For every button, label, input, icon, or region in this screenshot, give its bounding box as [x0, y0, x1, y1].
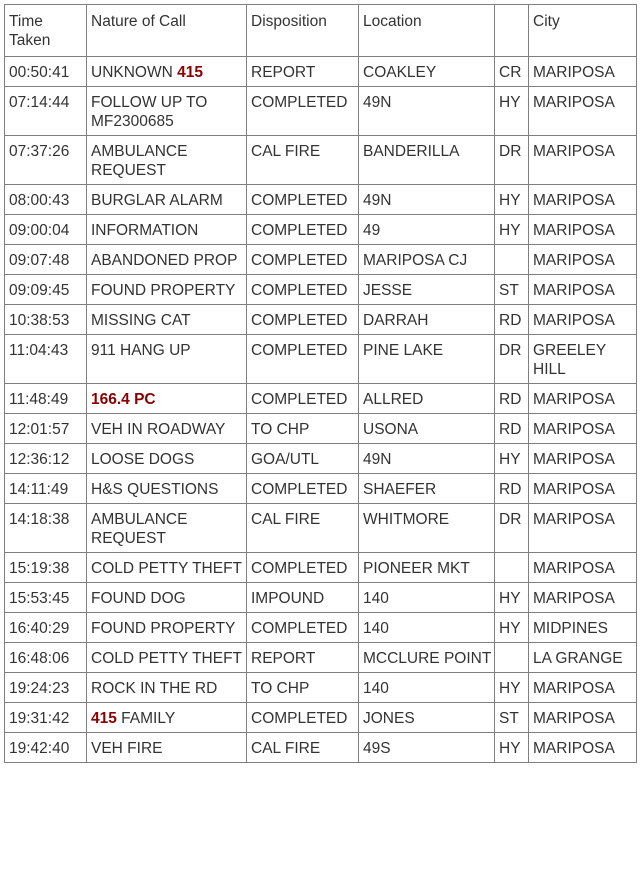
location-cell: PIONEER MKT: [359, 553, 495, 583]
location-cell: PINE LAKE: [359, 335, 495, 384]
street-suffix-cell: HY: [495, 733, 529, 763]
street-suffix-cell: RD: [495, 474, 529, 504]
nature-cell: [87, 444, 247, 474]
disposition-cell: COMPLETED: [247, 275, 359, 305]
disposition-cell: COMPLETED: [247, 185, 359, 215]
city-cell: MARIPOSA: [529, 673, 637, 703]
column-header-time: Time Taken: [5, 5, 87, 57]
nature-text: AMBULANCE REQUEST: [91, 143, 188, 179]
nature-cell: [87, 643, 247, 673]
street-suffix-cell: DR: [495, 335, 529, 384]
table-row: [5, 57, 637, 87]
city-cell: MARIPOSA: [529, 245, 637, 275]
table-row: [5, 643, 637, 673]
disposition-cell: TO CHP: [247, 673, 359, 703]
street-suffix-cell: CR: [495, 57, 529, 87]
city-cell: MARIPOSA: [529, 136, 637, 185]
table-row: [5, 215, 637, 245]
disposition-cell: IMPOUND: [247, 583, 359, 613]
location-cell: 140: [359, 613, 495, 643]
nature-text-suffix: FAMILY: [116, 710, 176, 727]
nature-cell: [87, 245, 247, 275]
table-row: [5, 733, 637, 763]
time-cell: 11:04:43: [5, 335, 87, 384]
table-row: [5, 245, 637, 275]
street-suffix-cell: [495, 553, 529, 583]
disposition-cell: GOA/UTL: [247, 444, 359, 474]
nature-cell: [87, 414, 247, 444]
table-row: [5, 703, 637, 733]
time-cell: 19:42:40: [5, 733, 87, 763]
location-cell: 49N: [359, 444, 495, 474]
disposition-cell: COMPLETED: [247, 305, 359, 335]
disposition-cell: COMPLETED: [247, 703, 359, 733]
street-suffix-cell: RD: [495, 414, 529, 444]
nature-text: AMBULANCE REQUEST: [91, 511, 188, 547]
time-cell: 10:38:53: [5, 305, 87, 335]
disposition-cell: COMPLETED: [247, 553, 359, 583]
nature-cell: [87, 215, 247, 245]
street-suffix-cell: ST: [495, 703, 529, 733]
nature-text: UNKNOWN: [91, 64, 178, 81]
column-header-location: Location: [359, 5, 495, 57]
city-cell: MARIPOSA: [529, 583, 637, 613]
nature-cell: [87, 673, 247, 703]
time-cell: 12:36:12: [5, 444, 87, 474]
table-row: [5, 474, 637, 504]
location-cell: MARIPOSA CJ: [359, 245, 495, 275]
nature-cell: [87, 87, 247, 136]
table-row: [5, 136, 637, 185]
column-header-suffix: [495, 5, 529, 57]
location-cell: 49N: [359, 87, 495, 136]
city-cell: MARIPOSA: [529, 384, 637, 414]
time-cell: 12:01:57: [5, 414, 87, 444]
street-suffix-cell: HY: [495, 673, 529, 703]
location-cell: USONA: [359, 414, 495, 444]
nature-cell: [87, 553, 247, 583]
time-cell: 14:11:49: [5, 474, 87, 504]
disposition-cell: COMPLETED: [247, 613, 359, 643]
disposition-cell: COMPLETED: [247, 245, 359, 275]
disposition-cell: COMPLETED: [247, 474, 359, 504]
table-row: [5, 504, 637, 553]
city-cell: GREELEY HILL: [529, 335, 637, 384]
city-cell: MARIPOSA: [529, 305, 637, 335]
table-row: [5, 553, 637, 583]
nature-cell: [87, 583, 247, 613]
street-suffix-cell: HY: [495, 613, 529, 643]
disposition-cell: CAL FIRE: [247, 136, 359, 185]
time-cell: 07:14:44: [5, 87, 87, 136]
location-cell: 49: [359, 215, 495, 245]
city-cell: MARIPOSA: [529, 733, 637, 763]
nature-text: COLD PETTY THEFT: [91, 650, 243, 667]
disposition-cell: TO CHP: [247, 414, 359, 444]
nature-code-highlight: 415: [177, 64, 203, 81]
nature-cell: [87, 305, 247, 335]
time-cell: 16:40:29: [5, 613, 87, 643]
nature-text: COLD PETTY THEFT: [91, 560, 243, 577]
nature-text: H&S QUESTIONS: [91, 481, 219, 498]
nature-text: MISSING CAT: [91, 312, 191, 329]
nature-text: 911 HANG UP: [91, 342, 191, 359]
time-cell: 07:37:26: [5, 136, 87, 185]
location-cell: 140: [359, 673, 495, 703]
table-row: [5, 87, 637, 136]
nature-cell: [87, 384, 247, 414]
table-row: [5, 335, 637, 384]
column-header-nature: Nature of Call: [87, 5, 247, 57]
city-cell: MARIPOSA: [529, 87, 637, 136]
call-log-table: [4, 4, 637, 763]
table-row: [5, 275, 637, 305]
time-cell: 15:53:45: [5, 583, 87, 613]
disposition-cell: CAL FIRE: [247, 504, 359, 553]
location-cell: JONES: [359, 703, 495, 733]
time-cell: 14:18:38: [5, 504, 87, 553]
disposition-cell: COMPLETED: [247, 384, 359, 414]
street-suffix-cell: RD: [495, 305, 529, 335]
time-cell: 11:48:49: [5, 384, 87, 414]
column-header-city: City: [529, 5, 637, 57]
disposition-cell: REPORT: [247, 643, 359, 673]
nature-code-highlight: 415: [91, 710, 117, 727]
nature-text: INFORMATION: [91, 222, 199, 239]
street-suffix-cell: HY: [495, 185, 529, 215]
city-cell: MARIPOSA: [529, 185, 637, 215]
street-suffix-cell: RD: [495, 384, 529, 414]
city-cell: MARIPOSA: [529, 275, 637, 305]
disposition-cell: REPORT: [247, 57, 359, 87]
table-row: [5, 613, 637, 643]
nature-text: FOUND DOG: [91, 590, 186, 607]
header-row: [5, 5, 637, 57]
nature-text: FOUND PROPERTY: [91, 282, 236, 299]
nature-text: ABANDONED PROP: [91, 252, 238, 269]
time-cell: 09:09:45: [5, 275, 87, 305]
nature-cell: [87, 733, 247, 763]
location-cell: BANDERILLA: [359, 136, 495, 185]
table-row: [5, 384, 637, 414]
time-cell: 19:24:23: [5, 673, 87, 703]
location-cell: SHAEFER: [359, 474, 495, 504]
time-cell: 00:50:41: [5, 57, 87, 87]
time-cell: 08:00:43: [5, 185, 87, 215]
location-cell: JESSE: [359, 275, 495, 305]
nature-cell: [87, 474, 247, 504]
location-cell: ALLRED: [359, 384, 495, 414]
city-cell: MARIPOSA: [529, 703, 637, 733]
nature-code-highlight: 166.4 PC: [91, 391, 156, 408]
disposition-cell: CAL FIRE: [247, 733, 359, 763]
table-row: [5, 583, 637, 613]
nature-cell: [87, 136, 247, 185]
nature-text: VEH FIRE: [91, 740, 163, 757]
disposition-cell: COMPLETED: [247, 87, 359, 136]
nature-cell: [87, 613, 247, 643]
time-cell: 15:19:38: [5, 553, 87, 583]
disposition-cell: COMPLETED: [247, 335, 359, 384]
nature-cell: [87, 335, 247, 384]
street-suffix-cell: HY: [495, 87, 529, 136]
nature-cell: [87, 504, 247, 553]
city-cell: LA GRANGE: [529, 643, 637, 673]
city-cell: MARIPOSA: [529, 215, 637, 245]
city-cell: MARIPOSA: [529, 504, 637, 553]
column-header-disposition: Disposition: [247, 5, 359, 57]
city-cell: MARIPOSA: [529, 444, 637, 474]
nature-text: BURGLAR ALARM: [91, 192, 223, 209]
city-cell: MARIPOSA: [529, 57, 637, 87]
nature-cell: [87, 57, 247, 87]
time-cell: 09:00:04: [5, 215, 87, 245]
location-cell: DARRAH: [359, 305, 495, 335]
nature-text: ROCK IN THE RD: [91, 680, 218, 697]
street-suffix-cell: [495, 643, 529, 673]
table-row: [5, 444, 637, 474]
table-row: [5, 185, 637, 215]
table-row: [5, 414, 637, 444]
nature-text: FOLLOW UP TO MF2300685: [91, 94, 208, 130]
location-cell: MCCLURE POINT: [359, 643, 495, 673]
street-suffix-cell: [495, 245, 529, 275]
street-suffix-cell: ST: [495, 275, 529, 305]
nature-cell: [87, 275, 247, 305]
location-cell: 49S: [359, 733, 495, 763]
nature-cell: [87, 703, 247, 733]
location-cell: 140: [359, 583, 495, 613]
city-cell: MARIPOSA: [529, 553, 637, 583]
time-cell: 19:31:42: [5, 703, 87, 733]
time-cell: 16:48:06: [5, 643, 87, 673]
street-suffix-cell: HY: [495, 444, 529, 474]
location-cell: COAKLEY: [359, 57, 495, 87]
city-cell: MIDPINES: [529, 613, 637, 643]
street-suffix-cell: DR: [495, 136, 529, 185]
street-suffix-cell: HY: [495, 583, 529, 613]
nature-cell: [87, 185, 247, 215]
nature-text: LOOSE DOGS: [91, 451, 195, 468]
table-row: [5, 305, 637, 335]
disposition-cell: COMPLETED: [247, 215, 359, 245]
street-suffix-cell: DR: [495, 504, 529, 553]
city-cell: MARIPOSA: [529, 414, 637, 444]
nature-text: VEH IN ROADWAY: [91, 421, 226, 438]
location-cell: 49N: [359, 185, 495, 215]
location-cell: WHITMORE: [359, 504, 495, 553]
street-suffix-cell: HY: [495, 215, 529, 245]
nature-text: FOUND PROPERTY: [91, 620, 236, 637]
city-cell: MARIPOSA: [529, 474, 637, 504]
time-cell: 09:07:48: [5, 245, 87, 275]
table-row: [5, 673, 637, 703]
